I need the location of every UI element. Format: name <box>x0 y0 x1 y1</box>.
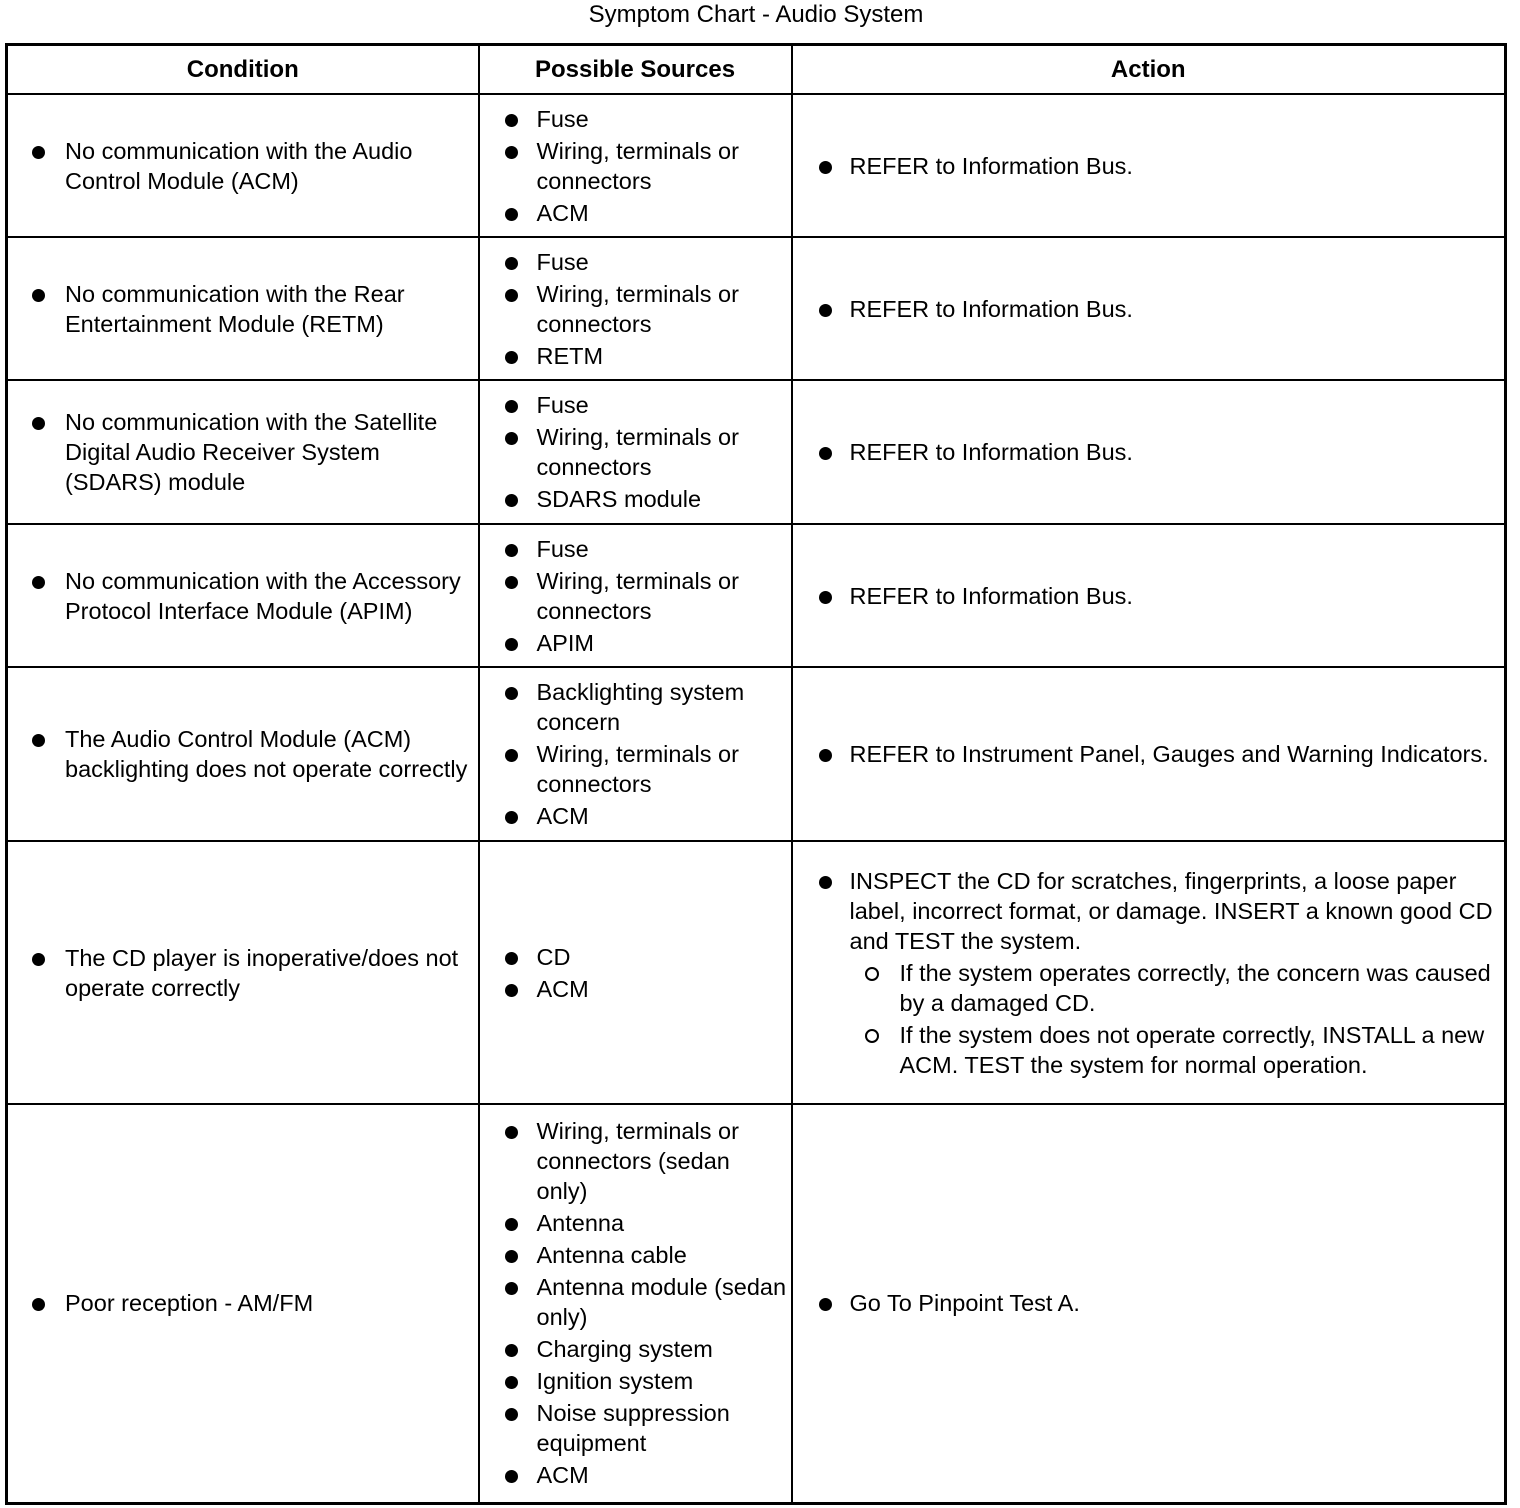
action-item <box>793 581 1505 611</box>
condition-text: No communication with the Satellite Digital Audio Receiver System (SDARS) module <box>8 407 478 497</box>
source-item: Wiring, terminals or connectors <box>480 136 791 196</box>
action-cell <box>792 841 1506 1104</box>
table-row <box>7 94 1506 237</box>
condition-cell <box>7 237 479 380</box>
source-item: APIM <box>480 628 791 658</box>
action-text: REFER to Information Bus. <box>849 152 1133 179</box>
condition-cell <box>7 380 479 524</box>
action-item <box>793 437 1505 467</box>
action-cell <box>792 94 1506 237</box>
table-row <box>7 841 1506 1104</box>
source-item: Wiring, terminals or connectors (sedan only) <box>480 1116 791 1206</box>
source-item: ACM <box>480 1460 791 1490</box>
condition-text: Poor reception - AM/FM <box>8 1288 478 1318</box>
action-text: REFER to Information Bus. <box>849 582 1133 609</box>
action-cell <box>792 1104 1506 1503</box>
sources-cell <box>479 1104 792 1503</box>
source-item: Fuse <box>480 390 791 420</box>
source-item: Fuse <box>480 247 791 277</box>
table-row <box>7 667 1506 841</box>
source-item: Antenna cable <box>480 1240 791 1270</box>
action-text: Go To Pinpoint Test A. <box>849 1290 1080 1317</box>
source-item: Backlighting system concern <box>480 677 791 737</box>
table-body <box>7 94 1506 1503</box>
source-item: Wiring, terminals or connectors <box>480 739 791 799</box>
source-item: Charging system <box>480 1334 791 1364</box>
source-item: ACM <box>480 974 791 1004</box>
action-text: REFER to Instrument Panel, Gauges and Warning Indicators. <box>849 741 1489 767</box>
condition-cell <box>7 94 479 237</box>
action-cell <box>792 237 1506 380</box>
condition-cell <box>7 667 479 841</box>
header-condition: Condition <box>7 45 479 95</box>
condition-text: The Audio Control Module (ACM) backlighting does not operate correctly <box>8 724 478 784</box>
action-cell <box>792 667 1506 841</box>
source-item: Fuse <box>480 534 791 564</box>
source-item: ACM <box>480 801 791 831</box>
sources-cell <box>479 380 792 524</box>
table-row <box>7 380 1506 524</box>
source-item: ACM <box>480 198 791 228</box>
source-item: CD <box>480 942 791 972</box>
action-subitem: If the system does not operate correctly, INSTALL a new ACM. TEST the system for normal operation. <box>850 1020 1499 1080</box>
action-item <box>793 739 1505 769</box>
sources-cell <box>479 237 792 380</box>
source-item: Wiring, terminals or connectors <box>480 566 791 626</box>
action-text: INSPECT the CD for scratches, fingerprints, a loose paper label, incorrect format, or damage. INSERT a known good CD and TEST the system. <box>849 867 1493 954</box>
sources-cell <box>479 94 792 237</box>
condition-text: No communication with the Audio Control Module (ACM) <box>8 136 478 196</box>
source-item: Ignition system <box>480 1366 791 1396</box>
table-row <box>7 237 1506 380</box>
source-item: Antenna <box>480 1208 791 1238</box>
condition-text: The CD player is inoperative/does not operate correctly <box>8 943 478 1003</box>
condition-cell <box>7 524 479 667</box>
action-text: REFER to Information Bus. <box>849 295 1133 322</box>
chart-title: Symptom Chart - Audio System <box>588 1 924 28</box>
sources-cell <box>479 667 792 841</box>
condition-cell <box>7 841 479 1104</box>
source-item: Noise suppression equipment <box>480 1398 791 1458</box>
header-row <box>7 45 1506 95</box>
table-row <box>7 1104 1506 1503</box>
header-possible-sources: Possible Sources <box>479 45 792 95</box>
source-item: Wiring, terminals or connectors <box>480 279 791 339</box>
source-item: RETM <box>480 341 791 371</box>
sources-cell <box>479 524 792 667</box>
sources-cell <box>479 841 792 1104</box>
condition-text: No communication with the Accessory Protocol Interface Module (APIM) <box>8 566 478 626</box>
source-item: Fuse <box>480 104 791 134</box>
action-cell <box>792 524 1506 667</box>
condition-cell <box>7 1104 479 1503</box>
header-action: Action <box>792 45 1506 95</box>
symptom-table <box>5 43 1507 1505</box>
action-subitem: If the system operates correctly, the concern was caused by a damaged CD. <box>850 958 1499 1018</box>
action-item <box>793 294 1505 324</box>
action-item <box>793 151 1505 181</box>
action-cell <box>792 380 1506 524</box>
table-row <box>7 524 1506 667</box>
action-text: REFER to Information Bus. <box>849 439 1133 465</box>
action-item <box>793 1288 1505 1318</box>
source-item: Antenna module (sedan only) <box>480 1272 791 1332</box>
condition-text: No communication with the Rear Entertainment Module (RETM) <box>8 279 478 339</box>
source-item: Wiring, terminals or connectors <box>480 422 791 482</box>
source-item: SDARS module <box>480 484 791 514</box>
action-item <box>793 866 1505 1080</box>
